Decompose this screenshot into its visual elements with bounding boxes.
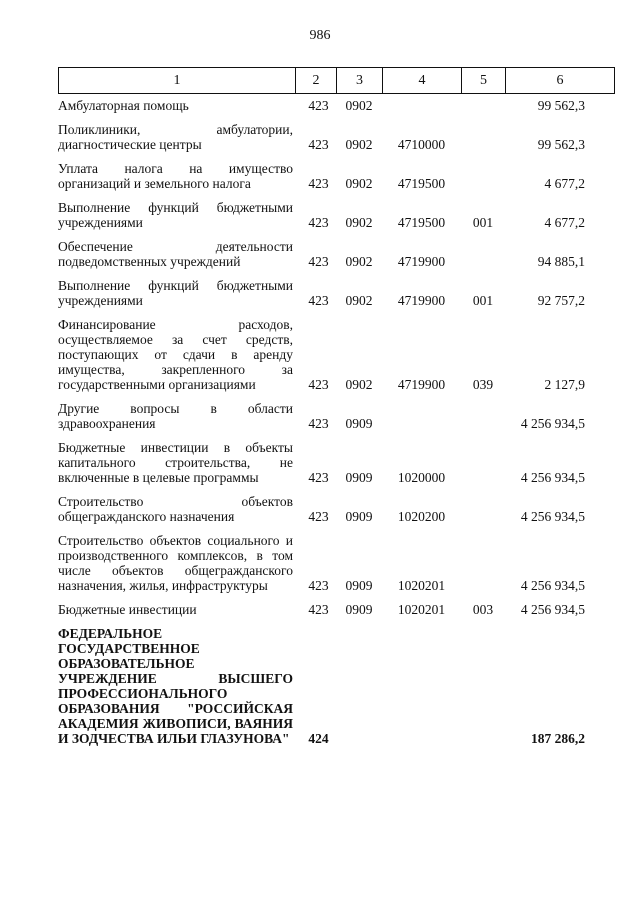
row-target-code-cell: 1020201	[397, 578, 446, 593]
table-row	[58, 122, 615, 152]
row-name-cell: Финансирование расходов, осуществляемое за счет средств, поступающих от сдачи в аренду имущества, закрепленного за государственными организациями	[58, 317, 293, 392]
row-amount-cell: 4 677,2	[544, 215, 585, 230]
table-row	[58, 98, 615, 113]
row-target-code-cell: 1020201	[397, 602, 446, 617]
row-name-cell: Обеспечение деятельности подведомственных учреждений	[58, 239, 293, 269]
header-col-6: 6	[556, 73, 564, 88]
row-target-code-cell: 4719900	[397, 254, 446, 269]
row-target-code-cell: 1020000	[397, 470, 446, 485]
row-target-code-cell: 4710000	[397, 137, 446, 152]
row-section-code-cell: 0902	[345, 254, 373, 269]
row-section-code-cell: 0909	[345, 578, 373, 593]
row-admin-code-cell: 423	[308, 98, 329, 113]
table-header	[58, 67, 615, 94]
row-section-code-cell: 0902	[345, 176, 373, 191]
row-name-cell: Амбулаторная помощь	[58, 98, 189, 113]
table-row	[58, 239, 615, 269]
row-admin-code-cell: 423	[308, 377, 329, 392]
table-row	[58, 317, 615, 392]
row-amount-cell: 4 256 934,5	[520, 416, 585, 431]
row-target-code-cell: 4719500	[397, 215, 446, 230]
row-amount-cell: 92 757,2	[537, 293, 585, 308]
row-section-code-cell: 0902	[345, 137, 373, 152]
row-name-cell: Бюджетные инвестиции в объекты капитального строительства, не включенные в целевые программы	[58, 440, 293, 485]
row-name-cell: Выполнение функций бюджетными учреждениями	[58, 278, 293, 308]
table-row	[58, 401, 615, 431]
row-name-cell: ФЕДЕРАЛЬНОЕ ГОСУДАРСТВЕННОЕ ОБРАЗОВАТЕЛЬНОЕ УЧРЕЖДЕНИЕ ВЫСШЕГО ПРОФЕССИОНАЛЬНОГО ОБРАЗОВАНИЯ "РОССИЙСКАЯ АКАДЕМИЯ ЖИВОПИСИ, ВАЯНИЯ И ЗОДЧЕСТВА ИЛЬИ ГЛАЗУНОВА"	[58, 626, 293, 746]
header-col-5: 5	[462, 68, 506, 93]
row-amount-cell: 99 562,3	[537, 98, 585, 113]
row-amount-cell: 4 677,2	[544, 176, 585, 191]
table-row	[58, 161, 615, 191]
row-admin-code-cell: 423	[308, 416, 329, 431]
row-target-code-cell: 4719500	[397, 176, 446, 191]
row-section-code-cell: 0909	[345, 470, 373, 485]
row-section-code-cell: 0909	[345, 509, 373, 524]
row-target-code-cell: 4719900	[397, 377, 446, 392]
row-section-code-cell: 0909	[345, 602, 373, 617]
row-name-cell: Строительство объектов социального и производственного комплексов, в том числе объектов общегражданского назначения, жилья, инфраструктуры	[58, 533, 293, 593]
row-name-cell: Выполнение функций бюджетными учреждениями	[58, 200, 293, 230]
row-amount-cell: 4 256 934,5	[520, 602, 585, 617]
row-name-cell: Уплата налога на имущество организаций и земельного налога	[58, 161, 293, 191]
page-number: 986	[309, 28, 331, 43]
row-admin-code-cell: 423	[308, 602, 329, 617]
row-target-code-cell: 1020200	[397, 509, 446, 524]
row-amount-cell: 2 127,9	[544, 377, 585, 392]
row-amount-cell: 4 256 934,5	[520, 509, 585, 524]
row-amount-cell: 94 885,1	[537, 254, 585, 269]
header-col-4: 4	[383, 68, 462, 93]
row-expense-type-cell: 001	[472, 215, 494, 230]
row-section-code-cell: 0902	[345, 98, 373, 113]
table-row	[58, 200, 615, 230]
table-row	[58, 440, 615, 485]
row-admin-code-cell: 423	[308, 176, 329, 191]
table-body	[58, 98, 615, 755]
table-row	[58, 602, 615, 617]
row-admin-code-cell: 423	[308, 254, 329, 269]
row-admin-code-cell: 423	[308, 137, 329, 152]
row-amount-cell: 4 256 934,5	[520, 578, 585, 593]
row-admin-code-cell: 423	[308, 215, 329, 230]
row-admin-code-cell: 423	[308, 509, 329, 524]
row-section-code-cell: 0902	[345, 293, 373, 308]
row-name-cell: Строительство объектов общегражданского назначения	[58, 494, 293, 524]
row-target-code-cell: 4719900	[397, 293, 446, 308]
row-amount-cell: 99 562,3	[537, 137, 585, 152]
row-expense-type-cell: 039	[472, 377, 494, 392]
row-admin-code-cell: 423	[308, 470, 329, 485]
row-name-cell: Бюджетные инвестиции	[58, 602, 197, 617]
row-section-code-cell: 0902	[345, 215, 373, 230]
row-name-cell: Другие вопросы в области здравоохранения	[58, 401, 293, 431]
row-section-code-cell: 0902	[345, 377, 373, 392]
table-row	[58, 533, 615, 593]
row-admin-code-cell: 423	[308, 578, 329, 593]
row-admin-code-cell: 423	[308, 293, 329, 308]
row-expense-type-cell: 001	[472, 293, 494, 308]
table-row	[58, 278, 615, 308]
row-expense-type-cell: 003	[472, 602, 494, 617]
row-admin-code-cell: 424	[308, 731, 329, 746]
table-row	[58, 626, 615, 746]
row-amount-cell: 187 286,2	[531, 731, 585, 746]
header-col-1: 1	[59, 68, 296, 93]
row-name-cell: Поликлиники, амбулатории, диагностические центры	[58, 122, 293, 152]
header-col-3: 3	[337, 68, 383, 93]
row-amount-cell: 4 256 934,5	[520, 470, 585, 485]
table-row	[58, 494, 615, 524]
row-section-code-cell: 0909	[345, 416, 373, 431]
header-col-2: 2	[296, 68, 337, 93]
